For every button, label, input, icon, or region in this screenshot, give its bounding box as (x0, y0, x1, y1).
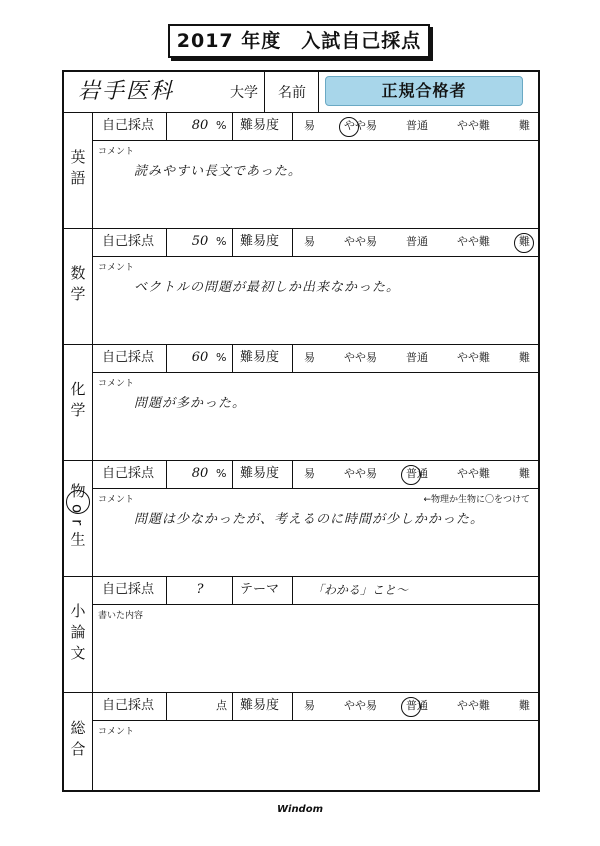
divider (292, 576, 293, 604)
name-value-badge: 正規合格者 (325, 76, 523, 106)
comment-text: 問題が多かった。 (134, 396, 247, 411)
difficulty-option: やや難 (457, 467, 490, 480)
percent-sign: % (216, 351, 227, 364)
section-physics-or-biology (64, 460, 538, 577)
difficulty-label: 難易度 (240, 350, 280, 365)
score-row (92, 460, 538, 489)
theme-value: 「わかる」こと～ (312, 583, 409, 597)
score-value: 80 (191, 466, 209, 481)
divider (166, 344, 167, 372)
difficulty-options (302, 344, 532, 372)
divider (264, 72, 265, 112)
percent-sign: % (216, 467, 227, 480)
subject-label: 英語 (64, 112, 93, 228)
divider (232, 344, 233, 372)
difficulty-option: 難 (519, 351, 530, 364)
difficulty-option: やや難 (457, 351, 490, 364)
subject-label: 総合 (64, 692, 93, 790)
comment-text: 読みやすい長文であった。 (134, 164, 302, 179)
divider (232, 228, 233, 256)
name-label: 名前 (278, 85, 306, 101)
divider (166, 460, 167, 488)
section-overall (64, 692, 538, 790)
score-row (92, 344, 538, 373)
comment-text: 問題は少なかったが、考えるのに時間が少しかかった。 (134, 512, 485, 527)
difficulty-options (302, 228, 532, 256)
comment-label: コメント (98, 263, 135, 273)
divider (318, 72, 319, 112)
difficulty-option: やや易 (344, 235, 377, 248)
difficulty-option: 難 (517, 228, 532, 256)
score-row (92, 112, 538, 141)
footer-brand: Windom (276, 804, 324, 815)
difficulty-option: 易 (304, 699, 315, 712)
school-name: 岩手医科 (78, 79, 175, 104)
instruction-note: ←物理か生物に〇をつけて (423, 495, 530, 505)
difficulty-option: 普通 (404, 692, 430, 720)
difficulty-option: 易 (304, 467, 315, 480)
page-title: 2017 年度 入試自己採点 (168, 24, 430, 58)
difficulty-option: やや易 (344, 351, 377, 364)
difficulty-option: やや難 (457, 235, 490, 248)
divider (292, 228, 293, 256)
divider (232, 576, 233, 604)
comment-text: ベクトルの問題が最初しか出来なかった。 (134, 280, 401, 295)
university-label: 大学 (230, 85, 258, 101)
difficulty-options (302, 692, 532, 720)
difficulty-option: 普通 (404, 460, 430, 488)
difficulty-option: やや易 (344, 699, 377, 712)
divider (166, 112, 167, 140)
difficulty-option: 普通 (406, 235, 428, 248)
points-unit: 点 (216, 699, 227, 712)
divider (292, 112, 293, 140)
difficulty-option: 普通 (406, 351, 428, 364)
score-value: 50 (191, 234, 209, 249)
divider (292, 692, 293, 720)
score-sheet (62, 70, 540, 792)
divider (166, 576, 167, 604)
difficulty-option: やや難 (457, 119, 490, 132)
score-row (92, 576, 538, 605)
section-math (64, 228, 538, 345)
difficulty-options (302, 460, 532, 488)
section-chemistry (64, 344, 538, 461)
score-label: 自己採点 (102, 466, 155, 481)
difficulty-option: 易 (304, 351, 315, 364)
difficulty-option: 易 (304, 235, 315, 248)
comment-label: コメント (98, 495, 135, 505)
selection-circle (66, 490, 90, 514)
difficulty-options (302, 112, 532, 140)
theme-label: テーマ (240, 582, 280, 597)
score-label: 自己採点 (102, 234, 155, 249)
difficulty-label: 難易度 (240, 118, 280, 133)
comment-label: コメント (98, 379, 135, 389)
score-value (180, 692, 220, 720)
written-content-label: 書いた内容 (98, 611, 144, 621)
difficulty-option: 難 (519, 467, 530, 480)
divider (232, 692, 233, 720)
score-label: 自己採点 (102, 698, 155, 713)
difficulty-option: やや易 (344, 467, 377, 480)
difficulty-option: 難 (519, 119, 530, 132)
divider (232, 460, 233, 488)
score-label: 自己採点 (102, 350, 155, 365)
percent-sign: % (216, 119, 227, 132)
divider (292, 460, 293, 488)
difficulty-option: 普通 (406, 119, 428, 132)
difficulty-option: やや易 (342, 112, 379, 140)
subject-label: 数学 (64, 228, 93, 344)
subject-label: 物or生 (64, 460, 93, 576)
section-english (64, 112, 538, 229)
difficulty-label: 難易度 (240, 466, 280, 481)
divider (292, 344, 293, 372)
divider (166, 692, 167, 720)
score-row (92, 692, 538, 721)
section-essay (64, 576, 538, 693)
divider (166, 228, 167, 256)
score-label: 自己採点 (102, 582, 155, 597)
score-row (92, 228, 538, 257)
difficulty-option: やや難 (457, 699, 490, 712)
difficulty-option: 易 (304, 119, 315, 132)
score-value: 80 (191, 118, 209, 133)
percent-sign: % (216, 235, 227, 248)
score-label: 自己採点 (102, 118, 155, 133)
subject-label: 小論文 (64, 576, 93, 692)
score-value: 60 (191, 350, 209, 365)
difficulty-label: 難易度 (240, 234, 280, 249)
difficulty-option: 難 (519, 699, 530, 712)
subject-label: 化学 (64, 344, 93, 460)
comment-label: コメント (98, 147, 135, 157)
header-row (64, 72, 538, 113)
score-value: ? (196, 582, 204, 597)
divider (232, 112, 233, 140)
comment-label: コメント (98, 727, 135, 737)
difficulty-label: 難易度 (240, 698, 280, 713)
